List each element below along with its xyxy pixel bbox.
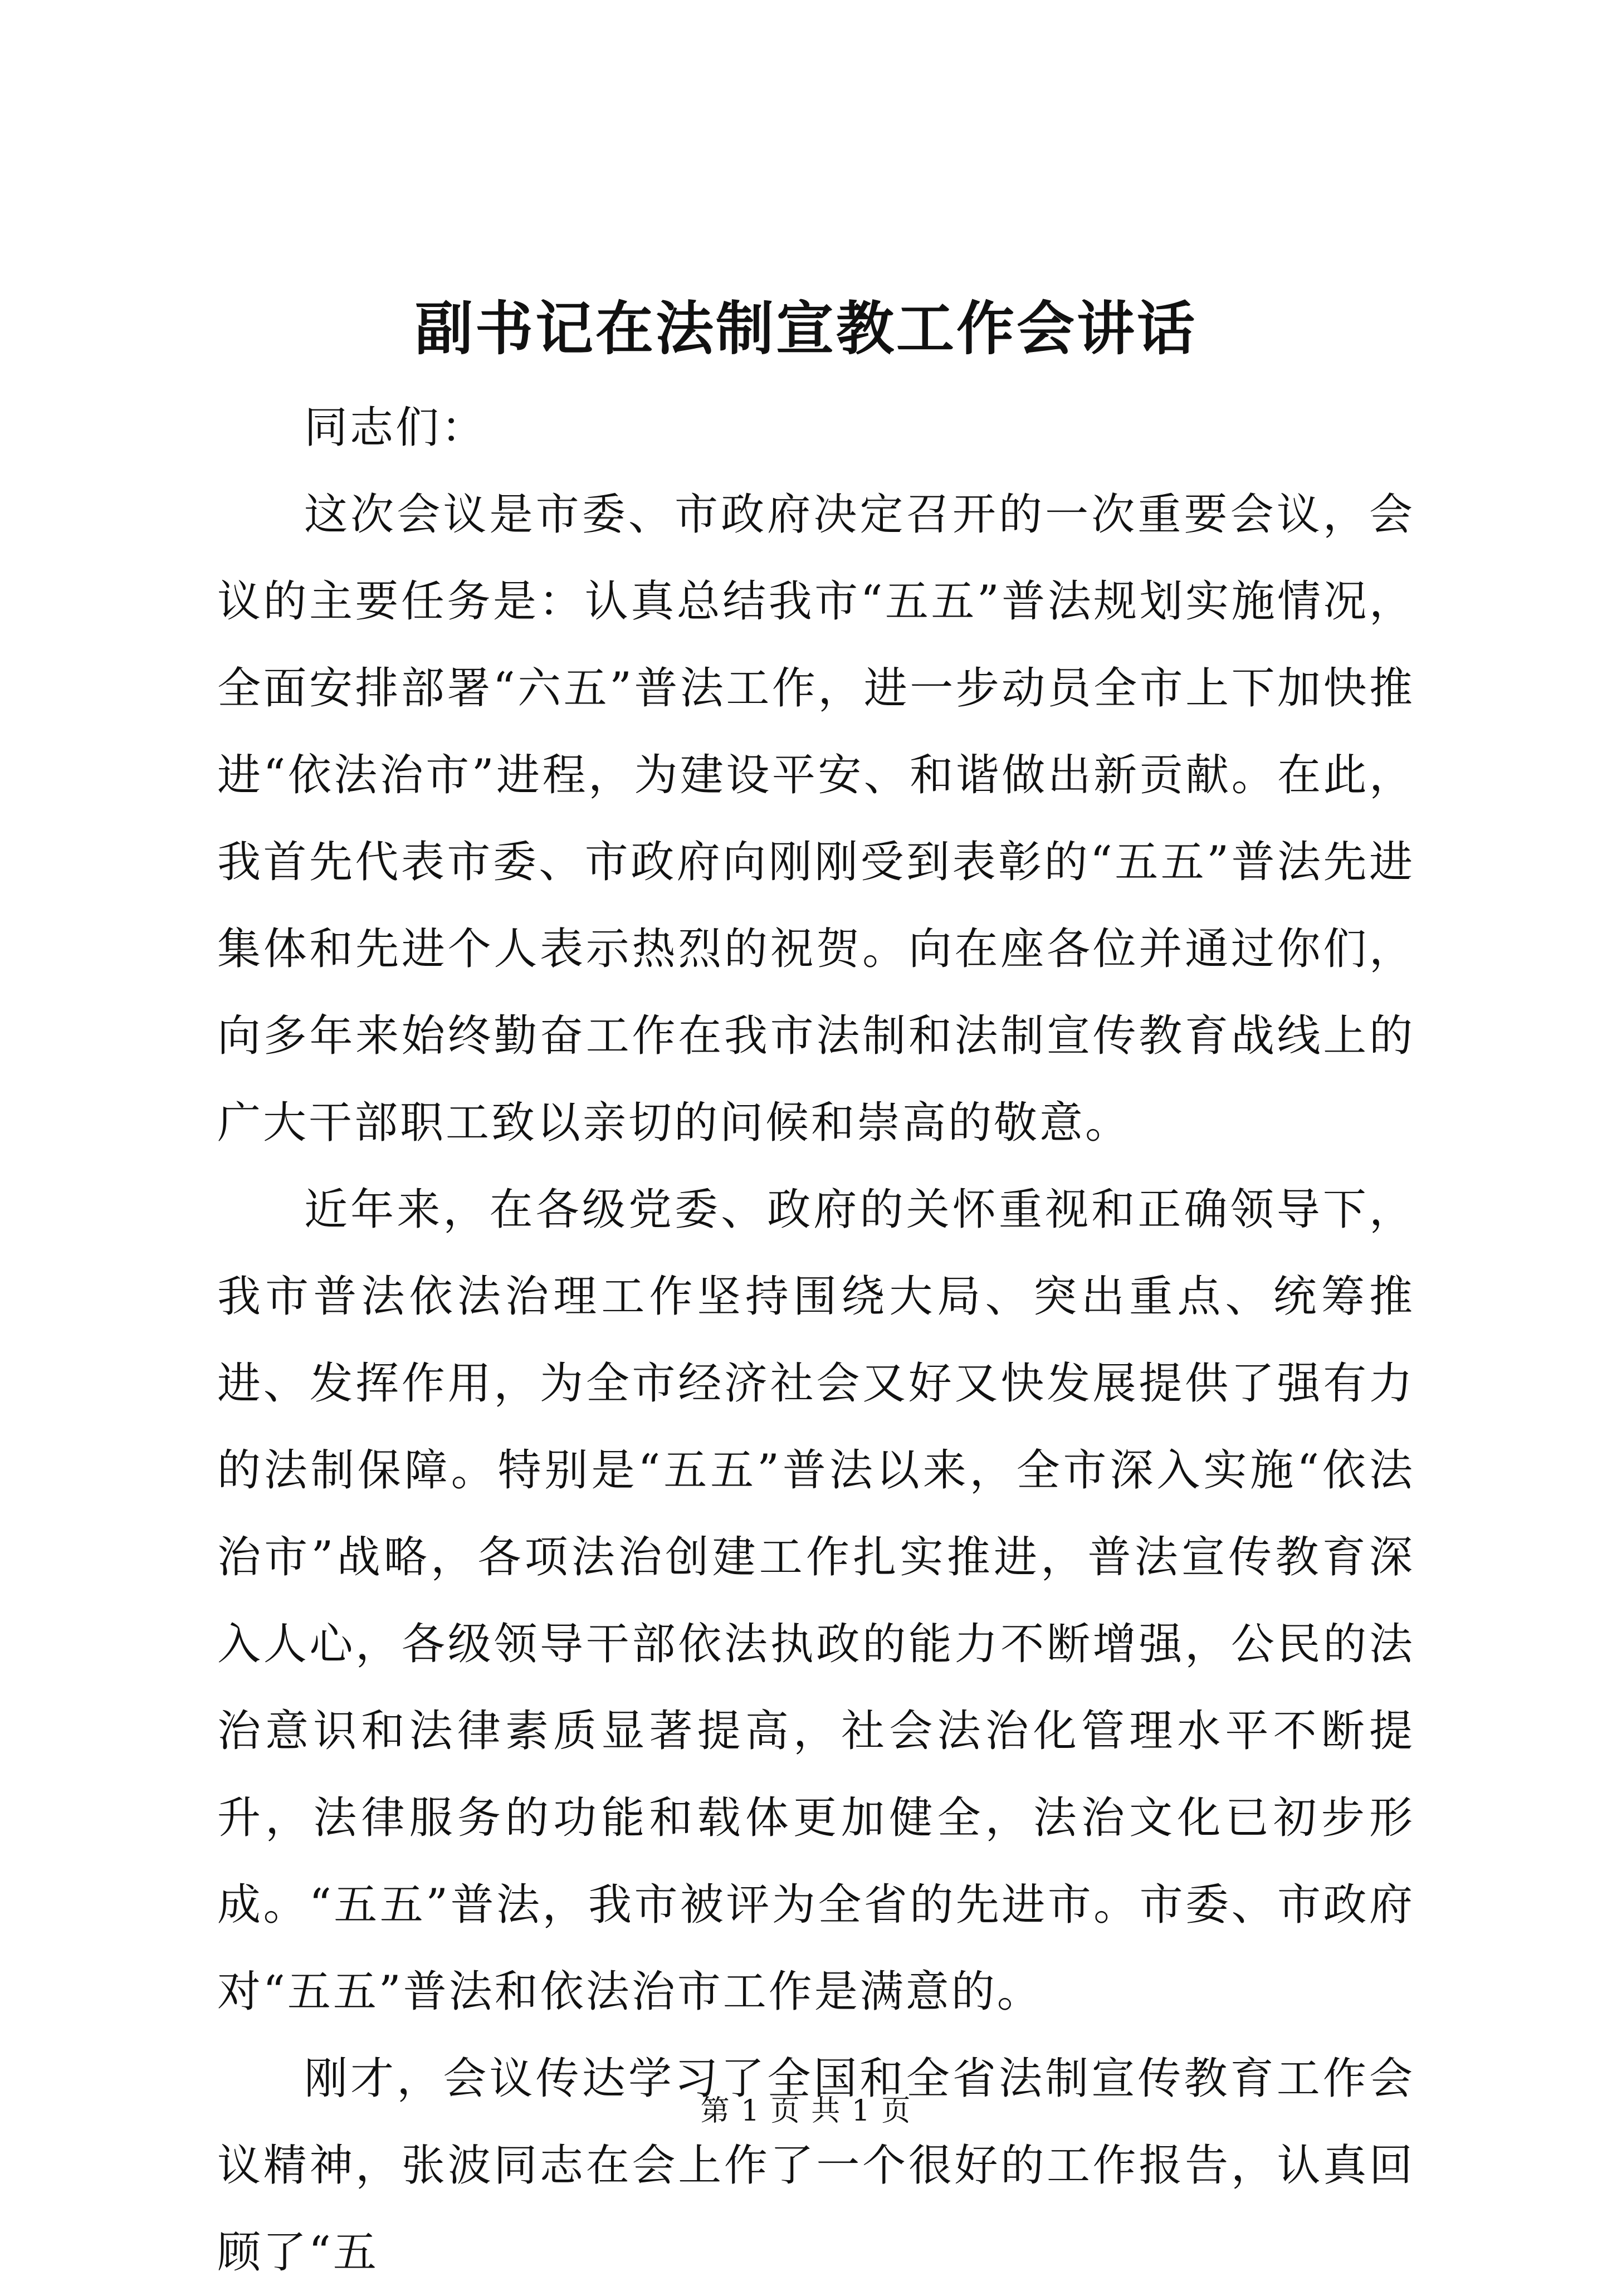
body-paragraph-2: 近年来，在各级党委、政府的关怀重视和正确领导下，我市普法依法治理工作坚持围绕大局、突出重点、统筹推进、发挥作用，为全市经济社会又好又快发展提供了强有力的法制保障。特别是“五五”普法以来，全市深入实施“依法治市”战略，各项法治创建工作扎实推进，普法宣传教育深入人心，各级领导干部依法执政的能力不断增强，公民的法治意识和法律素质显著提高，社会法治化管理水平不断提升，法律服务的功能和载体更加健全，法治文化已初步形成。“五五”普法，我市被评为全省的先进市。市委、市政府对“五五”普法和依法治市工作是满意的。 <box>217 1185 1415 2017</box>
body-paragraph-3: 刚才，会议传达学习了全国和全省法制宣传教育工作会议精神，张波同志在会上作了一个很好的工作报告，认真回顾了“五 <box>217 2054 1415 2278</box>
document-body <box>217 384 1415 2296</box>
page-number-label: 第 1 页 共 1 页 <box>700 2094 912 2128</box>
page-footer <box>0 2092 1612 2131</box>
body-paragraph-1: 这次会议是市委、市政府决定召开的一次重要会议，会议的主要任务是：认真总结我市“五五”普法规划实施情况，全面安排部署“六五”普法工作，进一步动员全市上下加快推进“依法治市”进程，为建设平安、和谐做出新贡献。在此，我首先代表市委、市政府向刚刚受到表彰的“五五”普法先进集体和先进个人表示热烈的祝贺。向在座各位并通过你们，向多年来始终勤奋工作在我市法制和法制宣传教育战线上的广大干部职工致以亲切的问候和崇高的敬意。 <box>217 490 1415 1148</box>
document-title: 副书记在法制宣教工作会讲话 <box>414 294 1197 363</box>
salutation-paragraph: 同志们： <box>304 403 487 453</box>
